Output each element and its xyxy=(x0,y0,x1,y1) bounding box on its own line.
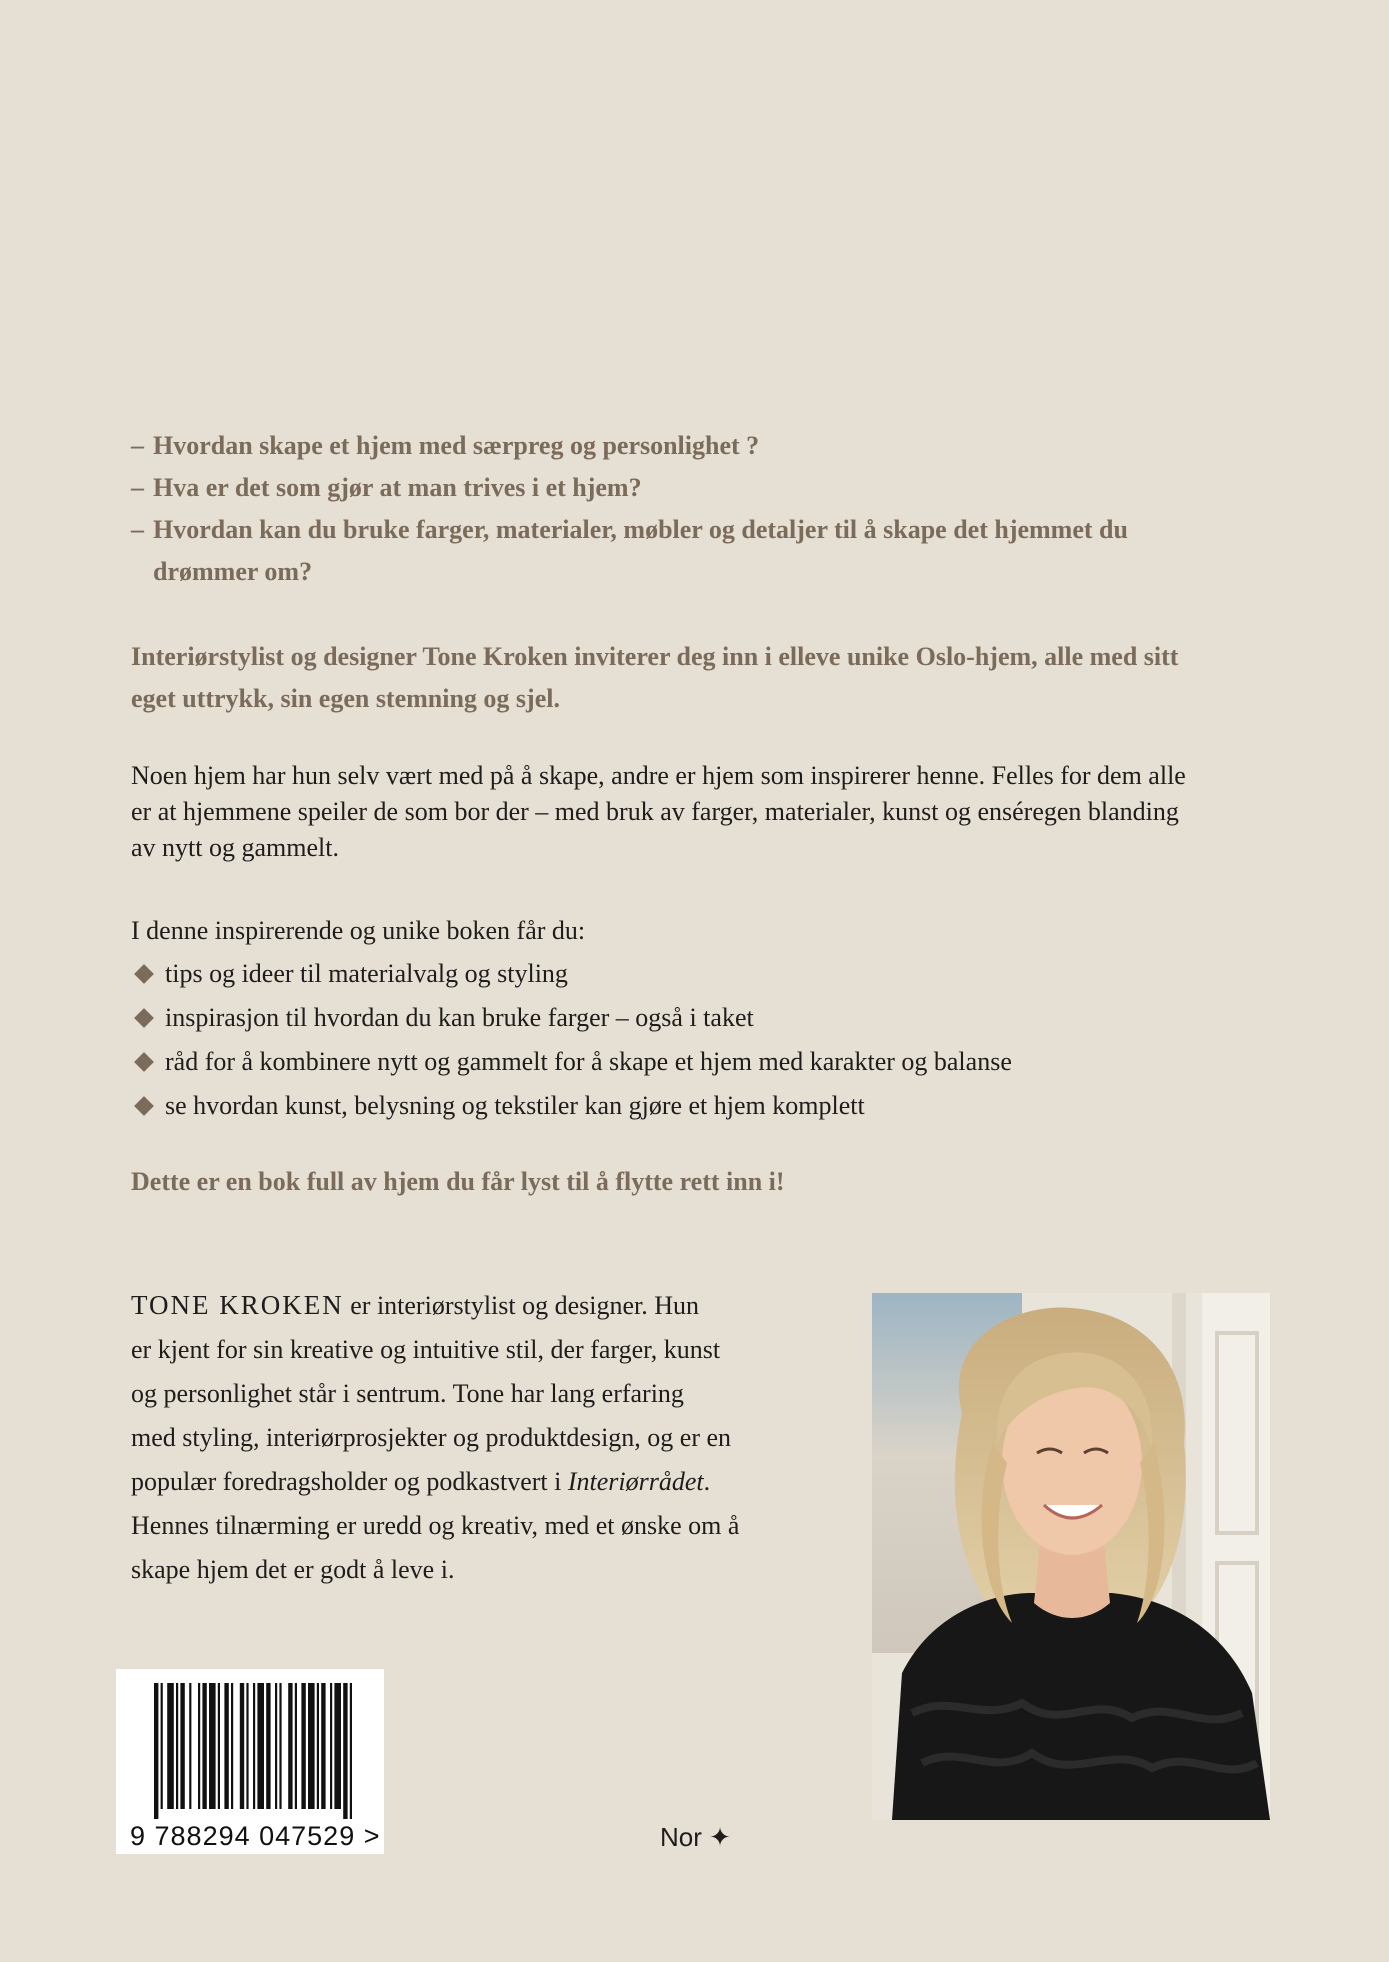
body-line-3: av nytt og gammelt. xyxy=(131,833,339,862)
diamond-bullet-icon xyxy=(134,1096,154,1116)
list-item: se hvordan kunst, belysning og tekstiler kan gjøre et hjem komplett xyxy=(131,1084,1012,1128)
tagline: Dette er en bok full av hjem du får lyst til å flytte rett inn i! xyxy=(131,1167,785,1196)
list-item: råd for å kombinere nytt og gammelt for å skape et hjem med karakter og balanse xyxy=(131,1040,1012,1084)
isbn-digits: 9 788294 047529 > xyxy=(130,1821,381,1851)
body-line-2: er at hjemmene speiler de som bor der – med bruk av farger, materialer, kunst og enséregen blanding xyxy=(131,797,1179,826)
author-photo xyxy=(872,1293,1270,1820)
feature-list xyxy=(131,910,1012,1128)
barcode-bars xyxy=(116,1669,384,1819)
intro-paragraph xyxy=(131,636,1178,720)
intro-line-2: eget uttrykk, sin egen stemning og sjel. xyxy=(131,684,560,713)
bio-line-5: populær foredragsholder og podkastvert i Interiørrådet. xyxy=(131,1467,711,1496)
author-bio xyxy=(131,1283,791,1592)
publisher-logo: Nor ✦ xyxy=(660,1822,731,1852)
question-3-continued: drømmer om? xyxy=(153,557,313,586)
question-list xyxy=(131,425,1128,593)
body-paragraph xyxy=(131,758,1186,866)
question-1: – Hvordan skape et hjem med særpreg og personlighet ? xyxy=(131,431,760,460)
bio-line-4: med styling, interiørprosjekter og produktdesign, og er en xyxy=(131,1423,732,1452)
barcode xyxy=(116,1669,384,1854)
diamond-bullet-icon xyxy=(134,1052,154,1072)
bio-line-7: skape hjem det er godt å leve i. xyxy=(131,1555,455,1584)
question-2: – Hva er det som gjør at man trives i et hjem? xyxy=(131,473,642,502)
list-item: inspirasjon til hvordan du kan bruke farger – også i taket xyxy=(131,996,1012,1040)
bio-line-6: Hennes tilnærming er uredd og kreativ, med et ønske om å xyxy=(131,1511,740,1540)
list-intro: I denne inspirerende og unike boken får du: xyxy=(131,916,586,945)
bio-line-2: er kjent for sin kreative og intuitive stil, der farger, kunst xyxy=(131,1335,721,1364)
list-item: tips og ideer til materialvalg og styling xyxy=(131,952,1012,996)
diamond-bullet-icon xyxy=(134,1008,154,1028)
question-3: – Hvordan kan du bruke farger, materialer, møbler og detaljer til å skape det hjemmet du xyxy=(131,515,1128,544)
podcast-title: Interiørrådet xyxy=(567,1467,704,1496)
intro-line-1: Interiørstylist og designer Tone Kroken inviterer deg inn i elleve unike Oslo-hjem, alle med sitt xyxy=(131,642,1179,671)
author-name: TONE KROKEN xyxy=(131,1290,344,1320)
bio-line-1: TONE KROKEN er interiørstylist og designer. Hun xyxy=(131,1290,700,1320)
body-line-1: Noen hjem har hun selv vært med på å skape, andre er hjem som inspirerer henne. Felles for dem alle xyxy=(131,761,1186,790)
diamond-bullet-icon xyxy=(134,964,154,984)
bio-line-3: og personlighet står i sentrum. Tone har lang erfaring xyxy=(131,1379,684,1408)
